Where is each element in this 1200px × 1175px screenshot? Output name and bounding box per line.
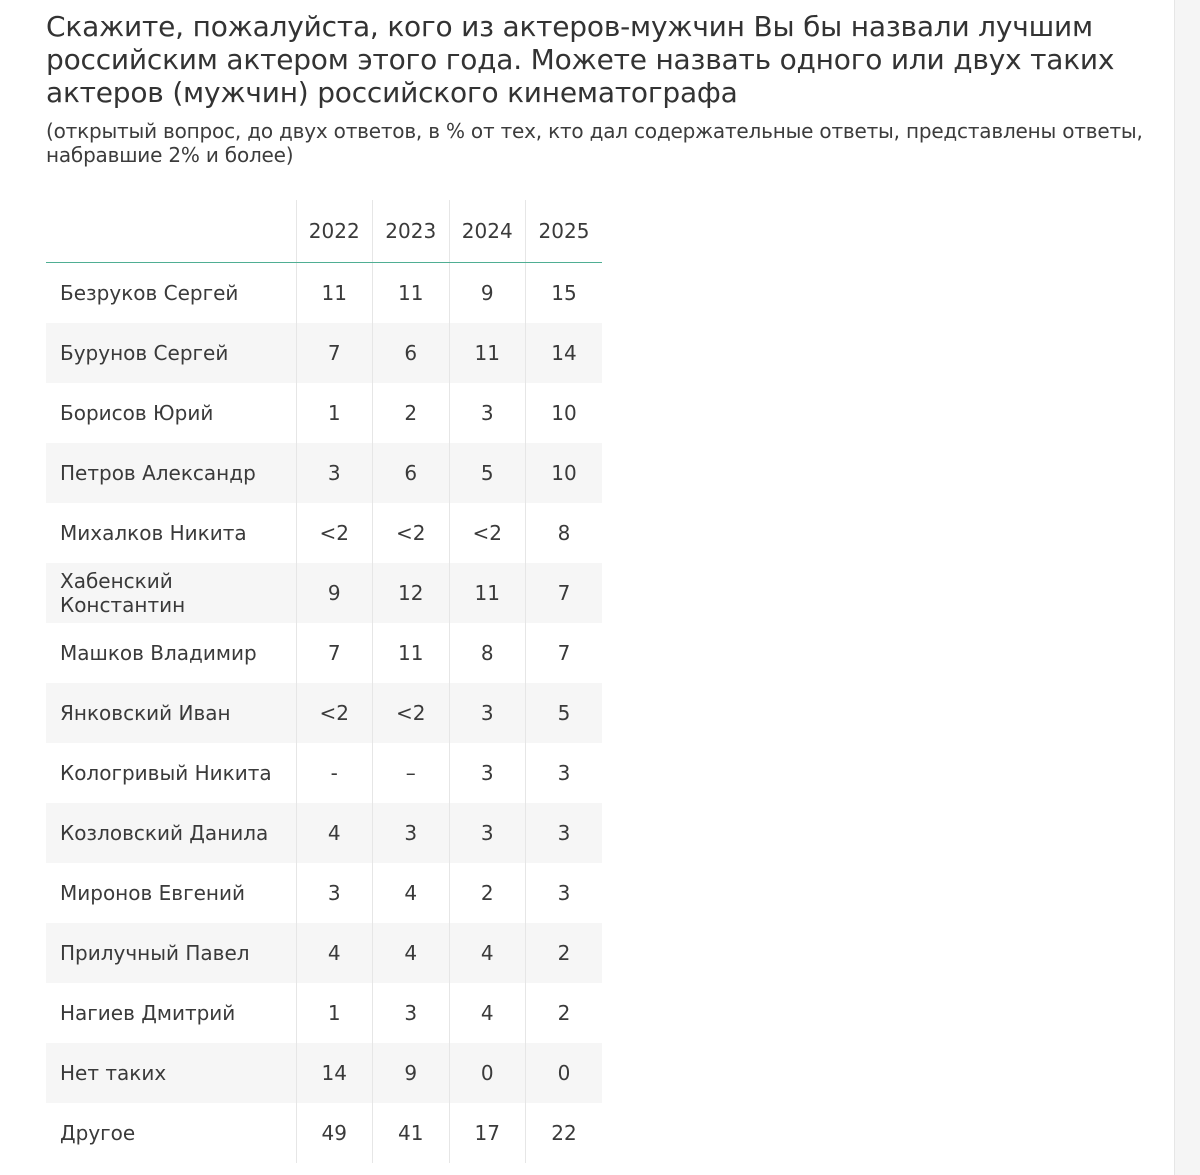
cell-value: 3 (449, 743, 526, 803)
cell-value: <2 (373, 683, 450, 743)
cell-value: 7 (296, 323, 373, 383)
table-row (46, 1103, 602, 1163)
table-row (46, 263, 602, 324)
cell-value: 3 (373, 983, 450, 1043)
row-label: Козловский Данила (46, 803, 296, 863)
cell-value: 0 (526, 1043, 603, 1103)
row-label: Машков Владимир (60, 641, 257, 665)
table-row (46, 983, 602, 1043)
cell-value: 2 (526, 923, 603, 983)
column-header-year: 2025 (526, 200, 603, 263)
row-label: Другое (60, 1121, 136, 1145)
cell-value: 1 (296, 983, 373, 1043)
cell-value: 9 (449, 263, 526, 324)
cell-value: 3 (526, 863, 603, 923)
table-row (46, 563, 602, 623)
table-row (46, 623, 602, 683)
row-label: Нет таких (46, 1043, 296, 1103)
cell-value: 9 (373, 1043, 450, 1103)
table-row (46, 503, 602, 563)
row-label: Бурунов Сергей (46, 323, 296, 383)
cell-value: 4 (373, 863, 450, 923)
cell-value: 11 (296, 263, 373, 324)
cell-value: 7 (296, 623, 373, 683)
cell-value: <2 (296, 503, 373, 563)
row-label: Миронов Евгений (60, 881, 245, 905)
cell-value: 17 (449, 1103, 526, 1163)
chart-title: Скажите, пожалуйста, кого из актеров-мужчин Вы бы назвали лучшим российским актером этого года. Можете назвать одного или двух таких актеров (мужчин) российского кинематографа (46, 10, 1115, 109)
cell-value: 4 (373, 923, 450, 983)
header-row (46, 200, 602, 263)
cell-value: - (296, 743, 373, 803)
row-label: Михалков Никита (60, 521, 247, 545)
cell-value: 2 (373, 383, 450, 443)
table-body (46, 263, 602, 1164)
cell-value: 7 (526, 563, 603, 623)
cell-value: 8 (526, 503, 603, 563)
cell-value: 7 (526, 623, 603, 683)
cell-value: 2 (449, 863, 526, 923)
table-row (46, 863, 602, 923)
table-row (46, 923, 602, 983)
table-row (46, 383, 602, 443)
cell-value: 10 (526, 443, 603, 503)
table-row (46, 443, 602, 503)
row-label: Прилучный Павел (46, 923, 296, 983)
table-row (46, 743, 602, 803)
table-row (46, 683, 602, 743)
column-header-year: 2022 (296, 200, 373, 263)
row-label: Хабенский Константин (46, 563, 296, 623)
cell-value: 3 (449, 683, 526, 743)
cell-value: 1 (296, 383, 373, 443)
cell-value: 11 (373, 623, 450, 683)
cell-value: 6 (373, 443, 450, 503)
cell-value: 11 (449, 323, 526, 383)
cell-value: 14 (526, 323, 603, 383)
cell-value: 3 (373, 803, 450, 863)
cell-value: 5 (449, 443, 526, 503)
table-row (46, 803, 602, 863)
cell-value: 9 (296, 563, 373, 623)
row-label: Нагиев Дмитрий (60, 1001, 236, 1025)
row-label: Янковский Иван (46, 683, 296, 743)
cell-value: 12 (373, 563, 450, 623)
cell-value: 3 (296, 863, 373, 923)
cell-value: 4 (449, 923, 526, 983)
row-label: Борисов Юрий (60, 401, 214, 425)
cell-value: 4 (449, 983, 526, 1043)
chart-subtitle: (открытый вопрос, до двух ответов, в % от тех, кто дал содержательные ответы, представлены ответы, набравшие 2% и более) (46, 119, 1143, 167)
cell-value: 10 (526, 383, 603, 443)
cell-value: 3 (526, 743, 603, 803)
cell-value: <2 (296, 683, 373, 743)
row-label: Безруков Сергей (60, 281, 239, 305)
column-header-year: 2024 (449, 200, 526, 263)
cell-value: 3 (296, 443, 373, 503)
cell-value: 11 (373, 263, 450, 324)
table-row (46, 1043, 602, 1103)
cell-value: 2 (526, 983, 603, 1043)
cell-value: – (373, 743, 450, 803)
cell-value: 5 (526, 683, 603, 743)
table-header (46, 200, 602, 263)
cell-value: 3 (449, 383, 526, 443)
cell-value: 3 (449, 803, 526, 863)
results-table-container (46, 200, 602, 1163)
cell-value: 0 (449, 1043, 526, 1103)
scrollbar-track[interactable] (1174, 0, 1200, 1175)
table-row (46, 323, 602, 383)
chart-header (46, 10, 1166, 167)
cell-value: <2 (373, 503, 450, 563)
cell-value: 4 (296, 803, 373, 863)
row-label: Петров Александр (46, 443, 296, 503)
cell-value: 49 (296, 1103, 373, 1163)
cell-value: 11 (449, 563, 526, 623)
cell-value: 6 (373, 323, 450, 383)
cell-value: 14 (296, 1043, 373, 1103)
column-header-name (46, 200, 296, 263)
results-table (46, 200, 602, 1163)
column-header-year: 2023 (373, 200, 450, 263)
cell-value: 3 (526, 803, 603, 863)
cell-value: 15 (526, 263, 603, 324)
cell-value: 22 (526, 1103, 603, 1163)
cell-value: <2 (449, 503, 526, 563)
cell-value: 4 (296, 923, 373, 983)
cell-value: 41 (373, 1103, 450, 1163)
cell-value: 8 (449, 623, 526, 683)
row-label: Кологривый Никита (60, 761, 272, 785)
